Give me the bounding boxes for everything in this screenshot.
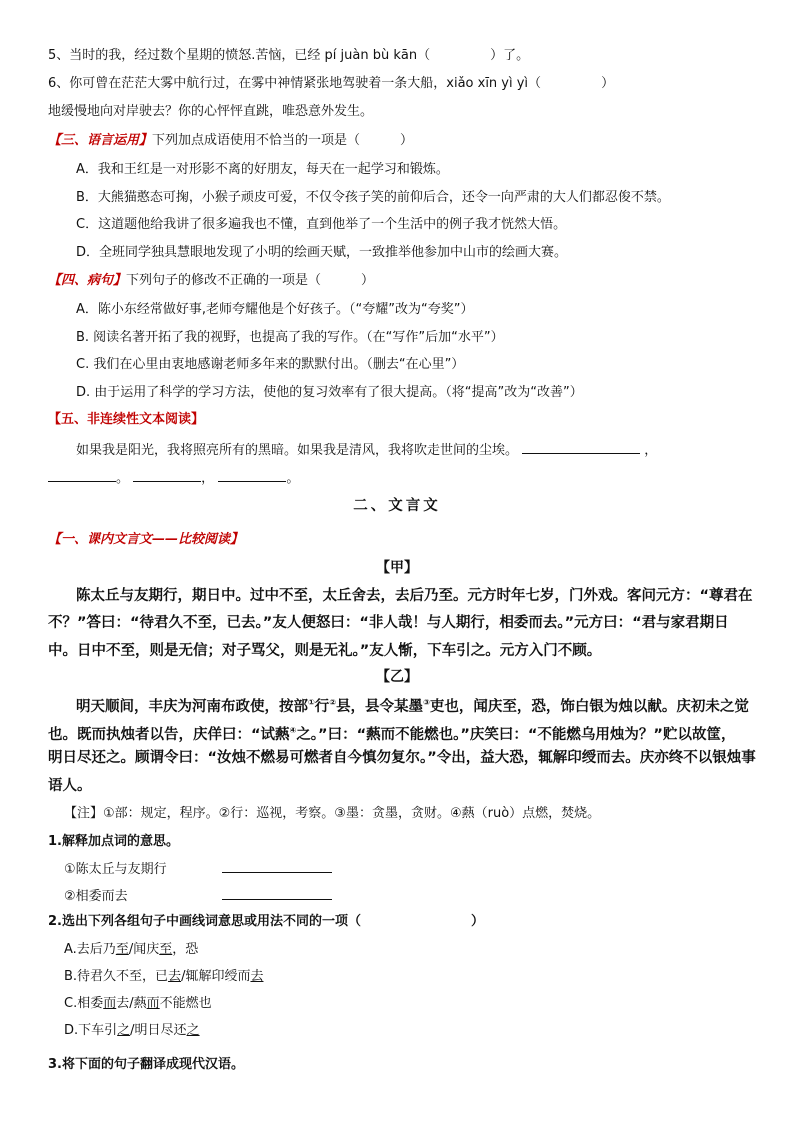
s3-option-d: D．全班同学独具慧眼地发现了小明的绘画天赋，一致推举他参加中山市的绘画大赛。 xyxy=(76,245,568,260)
q2-option-c xyxy=(64,994,754,1014)
question-2 xyxy=(48,912,754,932)
section-5-text xyxy=(76,439,754,461)
q1-item-1 xyxy=(64,858,754,880)
wenyan-header xyxy=(48,530,754,550)
q2-a-2: 至 xyxy=(115,942,129,957)
s3-option-b: B．大熊猫憨态可掬，小猴子顽皮可爱，不仅令孩子笑的前仰后合，还令一向严肃的大人们都忍俊不禁。 xyxy=(76,190,670,205)
yi-line-2 xyxy=(48,721,754,745)
s5-blank-3[interactable] xyxy=(133,467,201,482)
q2-b-3: /辄解印绶而 xyxy=(181,969,251,984)
q2-a-4: 至 xyxy=(159,942,173,957)
s5-comma: ， xyxy=(644,443,658,458)
note-ref-4: ④ xyxy=(289,726,297,735)
s4-option-a: A．陈小东经常做好事,老师夸耀他是个好孩子。（“夸耀”改为“夸奖”） xyxy=(76,302,474,317)
jia-line-2: 不？”答曰：“待君久不至，已去。”友人便怒曰：“非人哉！与人期行，相委而去。”元方曰：“君与家君期日 xyxy=(48,615,729,631)
q2-a-1: A.去后乃 xyxy=(64,942,116,957)
section-4-header xyxy=(48,271,754,291)
q2-c-3: 去/爇 xyxy=(116,996,147,1011)
question-5 xyxy=(48,46,754,66)
s5-period: 。 xyxy=(116,471,130,486)
jia-line-3: 中。日中不至，则是无信；对子骂父，则是无礼。”友人惭，下车引之。元方入门不顾。 xyxy=(48,643,602,659)
section-4-tag: 【四、病句】 xyxy=(48,273,127,288)
q2-c-1: C.相委 xyxy=(64,996,104,1011)
q2-d-1: D.下车引 xyxy=(64,1023,118,1038)
q1-item-2 xyxy=(64,885,754,907)
s5-sentence: 如果我是阳光，我将照亮所有的黑暗。如果我是清风，我将吹走世间的尘埃。 xyxy=(76,443,519,458)
question-6 xyxy=(48,74,754,94)
q2-d-2: 之 xyxy=(117,1023,131,1038)
q6-end: ） xyxy=(601,76,615,91)
q2-text: 2.选出下列各组句子中画线词意思或用法不同的一项（ xyxy=(48,914,361,929)
q2-d-3: /明日尽还 xyxy=(130,1023,187,1038)
section-5-header xyxy=(48,410,754,430)
s3-option-c: C．这道题他给我讲了很多遍我也不懂，直到他举了一个生活中的例子我才恍然大悟。 xyxy=(76,217,567,232)
q2-c-5: 不能燃也 xyxy=(159,996,212,1011)
q2-b-1: B.待君久不至，已 xyxy=(64,969,169,984)
yi-label: 【乙】 xyxy=(376,669,418,685)
section-3-header xyxy=(48,131,754,151)
question-1: 1.解释加点词的意思。 xyxy=(48,834,179,849)
yi-line-4: 语人。 xyxy=(48,778,92,794)
question-3: 3.将下面的句子翻译成现代汉语。 xyxy=(48,1057,244,1072)
jia-label: 【甲】 xyxy=(376,560,418,576)
yi-line-1 xyxy=(76,693,754,717)
yi-l2-b: 之。”曰：“爇而不能燃也。”庆笑曰：“不能燃乌用烛为？”贮以故筐， xyxy=(296,726,736,743)
yi-l2-a: 也。既而执烛者以告，庆佯曰：“试爇 xyxy=(48,726,290,743)
q5-text: 5、当时的我，经过数个星期的愤怒.苦恼，已经 pí juàn bù kān（ xyxy=(48,48,431,63)
note-ref-3: ③ xyxy=(423,698,430,707)
section-3-tag: 【三、语言运用】 xyxy=(48,133,153,148)
yi-l1-c: 县，县令某墨 xyxy=(336,698,424,715)
section-5-blanks xyxy=(48,467,754,489)
q2-option-a xyxy=(64,940,754,960)
wenyan-tag: 【一、课内文言文——比较阅读】 xyxy=(48,532,244,547)
q1-item-1-text: ①陈太丘与友期行 xyxy=(64,862,167,877)
s3-option-a: A．我和王红是一对形影不离的好朋友，每天在一起学习和锻炼。 xyxy=(76,162,449,177)
q6-text: 6、你可曾在茫茫大雾中航行过，在雾中神情紧张地驾驶着一条大船，xiǎo xīn yì yì（ xyxy=(48,76,542,91)
yi-l1-d: 吏也，闻庆至，恐，饰白银为烛以献。庆初未之觉 xyxy=(429,698,749,715)
section-3-question: 下列加点成语使用不恰当的一项是（ xyxy=(152,133,361,148)
q2-c-2: 而 xyxy=(103,996,117,1011)
s4-option-c: C. 我们在心里由衷地感谢老师多年来的默默付出。（删去“在心里”） xyxy=(76,357,465,372)
q2-c-4: 而 xyxy=(146,996,160,1011)
section-4-close: ） xyxy=(361,273,375,288)
section-4-question: 下列句子的修改不正确的一项是（ xyxy=(126,273,322,288)
q2-b-4: 去 xyxy=(250,969,264,984)
s5-period-2: 。 xyxy=(286,471,300,486)
q5-end: ）了。 xyxy=(490,48,530,63)
q2-a-5: ，恐 xyxy=(172,942,199,957)
s5-blank-2[interactable] xyxy=(48,467,116,482)
note-ref-1: ① xyxy=(308,698,315,707)
section-5-tag: 【五、非连续性文本阅读】 xyxy=(48,412,205,427)
s5-comma-2: ， xyxy=(201,471,215,486)
yi-line-3: 明日尽还之。顾谓令曰：“汝烛不燃易可燃者自今慎勿复尔。”令出，益大恐，辄解印绶而去。庆亦终不以银烛事 xyxy=(48,750,756,766)
yi-l1-a: 明天顺间，丰庆为河南布政使，按部 xyxy=(76,698,308,715)
jia-line-1: 陈太丘与友期行，期日中。过中不至，太丘舍去，去后乃至。元方时年七岁，门外戏。客问元方：“尊君在 xyxy=(76,588,753,604)
q2-option-d xyxy=(64,1021,754,1041)
note-ref-2: ② xyxy=(329,698,337,707)
section-3-close: ） xyxy=(400,133,414,148)
s5-blank-1[interactable] xyxy=(522,439,640,454)
yi-l1-b: 行 xyxy=(314,698,330,715)
part-2-title: 二、文言文 xyxy=(353,498,441,514)
q2-close: ） xyxy=(470,914,484,929)
annotation-note: 【注】①部：规定，程序。②行：巡视，考察。③墨：贪墨，贪财。④爇（ruò）点燃，焚烧。 xyxy=(64,806,601,821)
s4-option-d: D. 由于运用了科学的学习方法，使他的复习效率有了很大提高。（将“提高”改为“改善”） xyxy=(76,385,583,400)
q2-b-2: 去 xyxy=(168,969,182,984)
q2-option-b xyxy=(64,967,754,987)
q1-item-2-text: ②相委而去 xyxy=(64,889,128,904)
question-6-cont: 地缓慢地向对岸驶去？你的心怦怦直跳，唯恐意外发生。 xyxy=(48,104,374,119)
q2-d-4: 之 xyxy=(186,1023,200,1038)
s5-blank-4[interactable] xyxy=(218,467,286,482)
s4-option-b: B. 阅读名著开拓了我的视野，也提高了我的写作。（在“写作”后加“水平”） xyxy=(76,330,504,345)
q1-blank-2[interactable] xyxy=(222,885,332,900)
q2-a-3: /闻庆 xyxy=(128,942,160,957)
q1-blank-1[interactable] xyxy=(222,858,332,873)
